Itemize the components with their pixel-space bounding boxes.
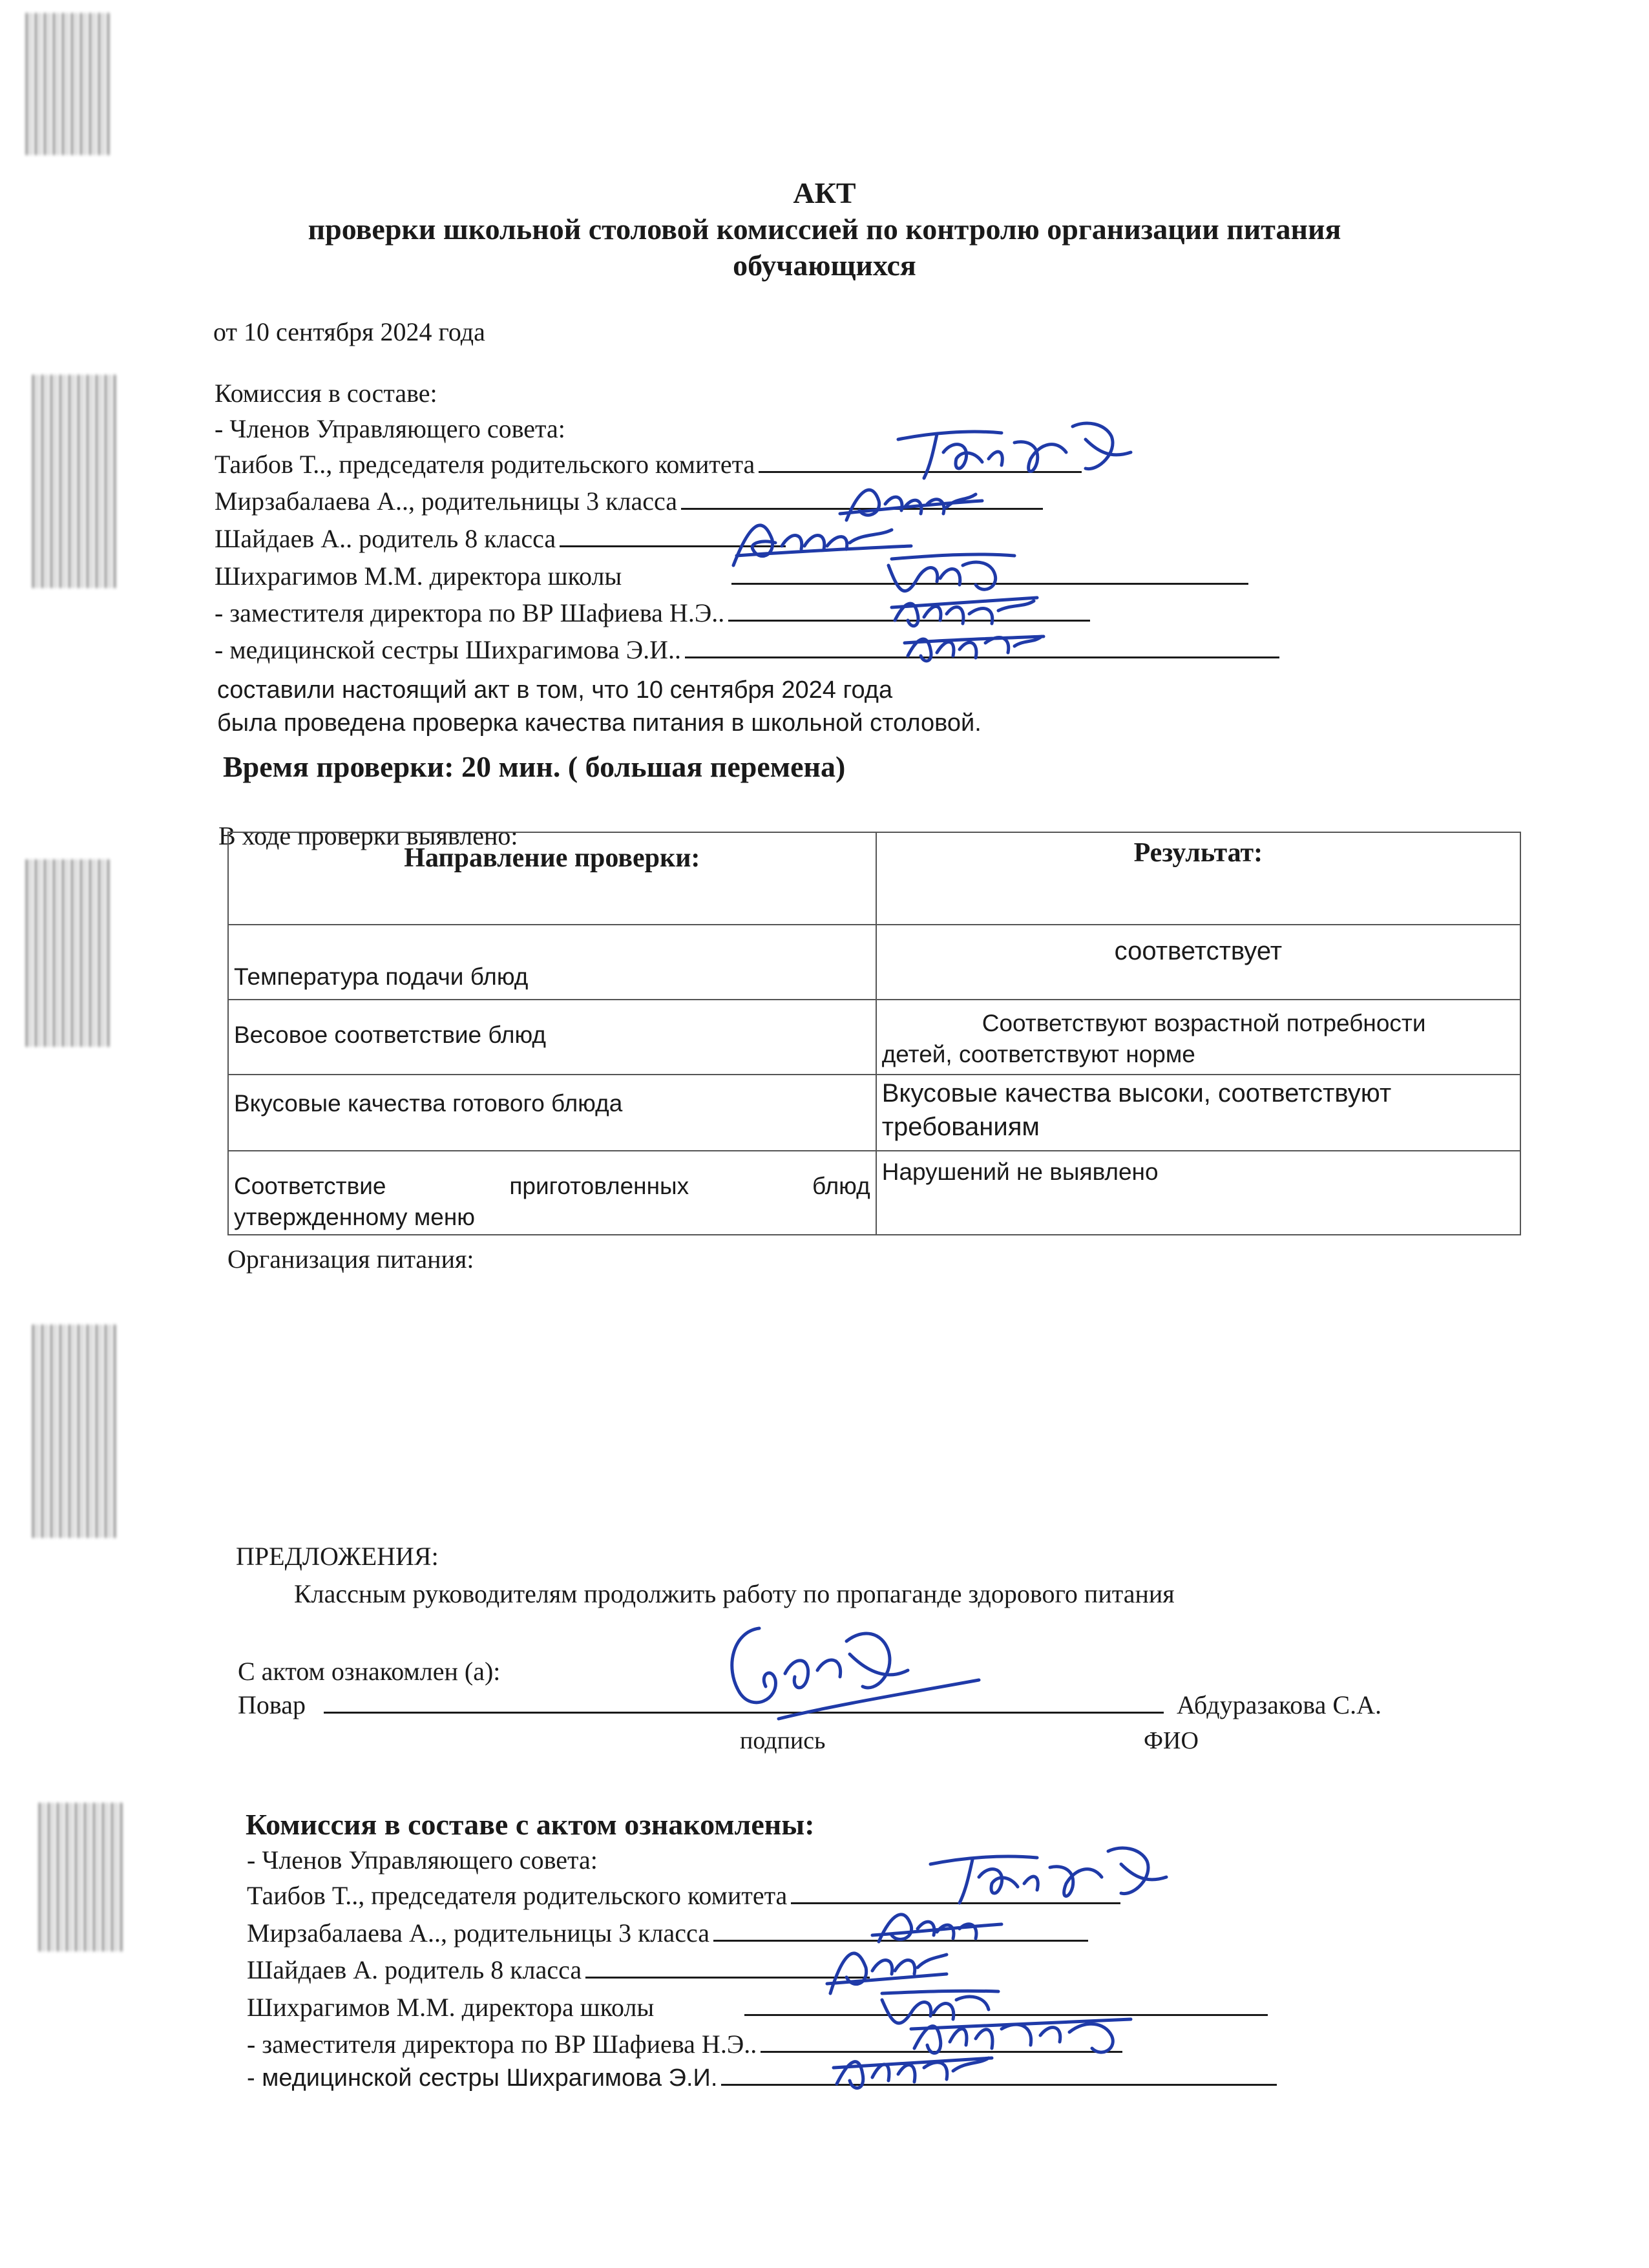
cook-name: Абдуразакова С.А. [1177, 1690, 1381, 1719]
cell-text: Нарушений не выявлено [881, 1159, 1159, 1185]
table-cell-result [876, 1075, 1520, 1151]
table-cell-result [876, 1151, 1520, 1235]
table-cell-item [228, 1075, 876, 1151]
acquainted-label: С актом ознакомлен (а): [238, 1657, 501, 1686]
table-row [228, 1000, 1520, 1075]
member-text: Таибов Т.., председателя родительского комитета [247, 1881, 788, 1910]
name-caption: ФИО [1144, 1727, 1199, 1754]
member-row [215, 635, 1279, 665]
document-date: от 10 сентября 2024 года [213, 317, 485, 346]
member-text: - медицинской сестры Шихрагимова Э.И. [247, 2064, 718, 2092]
cell-text: Соответствуют возрастной потребности [982, 1010, 1426, 1036]
cell-word: приготовленных [509, 1173, 689, 1199]
scan-artifact [32, 375, 116, 588]
cell-word: Соответствие [234, 1173, 386, 1199]
member-text: Шихрагимов М.М. директора школы [247, 1993, 655, 2022]
member-row [215, 523, 786, 554]
table-cell-item [228, 1000, 876, 1075]
cell-text: соответствует [1114, 937, 1283, 965]
scan-artifact [26, 13, 110, 155]
inspection-time: Время проверки: 20 мин. ( большая перемена) [223, 750, 846, 783]
table-row [228, 1151, 1520, 1235]
cell-text: Вкусовые качества готового блюда [234, 1090, 623, 1117]
table-cell-result [876, 1000, 1520, 1075]
member-row [247, 1955, 870, 1985]
signature-cook [714, 1615, 985, 1732]
document-subtitle-line1: проверки школьной столовой комиссией по контролю организации питания [308, 213, 1341, 246]
organization-label: Организация питания: [227, 1244, 474, 1274]
act-statement-line1: составили настоящий акт в том, что 10 сентября 2024 года [217, 677, 893, 704]
council-line: - Членов Управляющего совета: [247, 1845, 598, 1874]
scan-artifact [26, 859, 110, 1047]
cell-text: требованиям [881, 1113, 1040, 1141]
signature-taibov [892, 414, 1137, 485]
proposals-heading: ПРЕДЛОЖЕНИЯ: [236, 1542, 439, 1571]
cook-label: Повар [238, 1690, 306, 1719]
commission-heading: Комиссия в составе: [215, 379, 437, 408]
cell-text: Весовое соответствие блюд [234, 1022, 547, 1048]
member-text: Шайдаев А. родитель 8 класса [247, 1955, 582, 1984]
signature-taibov-2 [924, 1835, 1170, 1906]
member-row [247, 2064, 1277, 2092]
document-subtitle-line2: обучающихся [733, 249, 916, 282]
findings-label: В ходе проверки выявлено: [218, 821, 518, 850]
cell-text: утвержденному меню [234, 1204, 476, 1231]
table-header-cell: Направление проверки: [228, 832, 876, 925]
inspection-table [227, 832, 1521, 1235]
council-line: - Членов Управляющего совета: [215, 414, 565, 443]
table-cell-item [228, 1151, 876, 1235]
signature-medsister [898, 620, 1047, 672]
member-text: - заместителя директора по ВР Шафиева Н.Э.. [247, 2030, 757, 2059]
cell-word: блюд [812, 1173, 870, 1199]
table-header-cell: Результат: [876, 832, 1520, 925]
member-text: Мирзабалаева А.., родительницы 3 класса [215, 487, 677, 516]
table-cell-item [228, 925, 876, 1000]
cell-text: Вкусовые качества высоки, соответствуют [881, 1079, 1392, 1108]
act-statement-line2: была проведена проверка качества питания в школьной столовой. [217, 709, 982, 737]
cell-justified-line [234, 1171, 870, 1202]
scan-artifact [39, 1803, 123, 1951]
signature-medsister-2 [827, 2042, 995, 2100]
cell-text: детей, соответствуют норме [881, 1041, 1195, 1068]
member-text: Мирзабалаева А.., родительницы 3 класса [247, 1918, 709, 1948]
table-header-row [228, 832, 1520, 925]
member-text: Шайдаев А.. родитель 8 класса [215, 524, 556, 553]
table-row [228, 1075, 1520, 1151]
member-text: - медицинской сестры Шихрагимова Э.И.. [215, 635, 682, 664]
proposals-text: Классным руководителям продолжить работу по пропаганде здорового питания [294, 1579, 1175, 1608]
signature-caption: подпись [740, 1727, 826, 1754]
table-cell-result [876, 925, 1520, 1000]
signature-line [721, 2083, 1277, 2086]
document-title: АКТ [793, 176, 856, 209]
cell-text: Температура подачи блюд [234, 963, 529, 990]
member-text: - заместителя директора по ВР Шафиева Н.Э.. [215, 598, 725, 627]
member-text: Шихрагимов М.М. директора школы [215, 562, 622, 591]
table-row [228, 925, 1520, 1000]
scan-artifact [32, 1325, 116, 1538]
member-text: Таибов Т.., председателя родительского комитета [215, 450, 755, 479]
commission-ack-heading: Комиссия в составе с актом ознакомлены: [246, 1808, 815, 1841]
